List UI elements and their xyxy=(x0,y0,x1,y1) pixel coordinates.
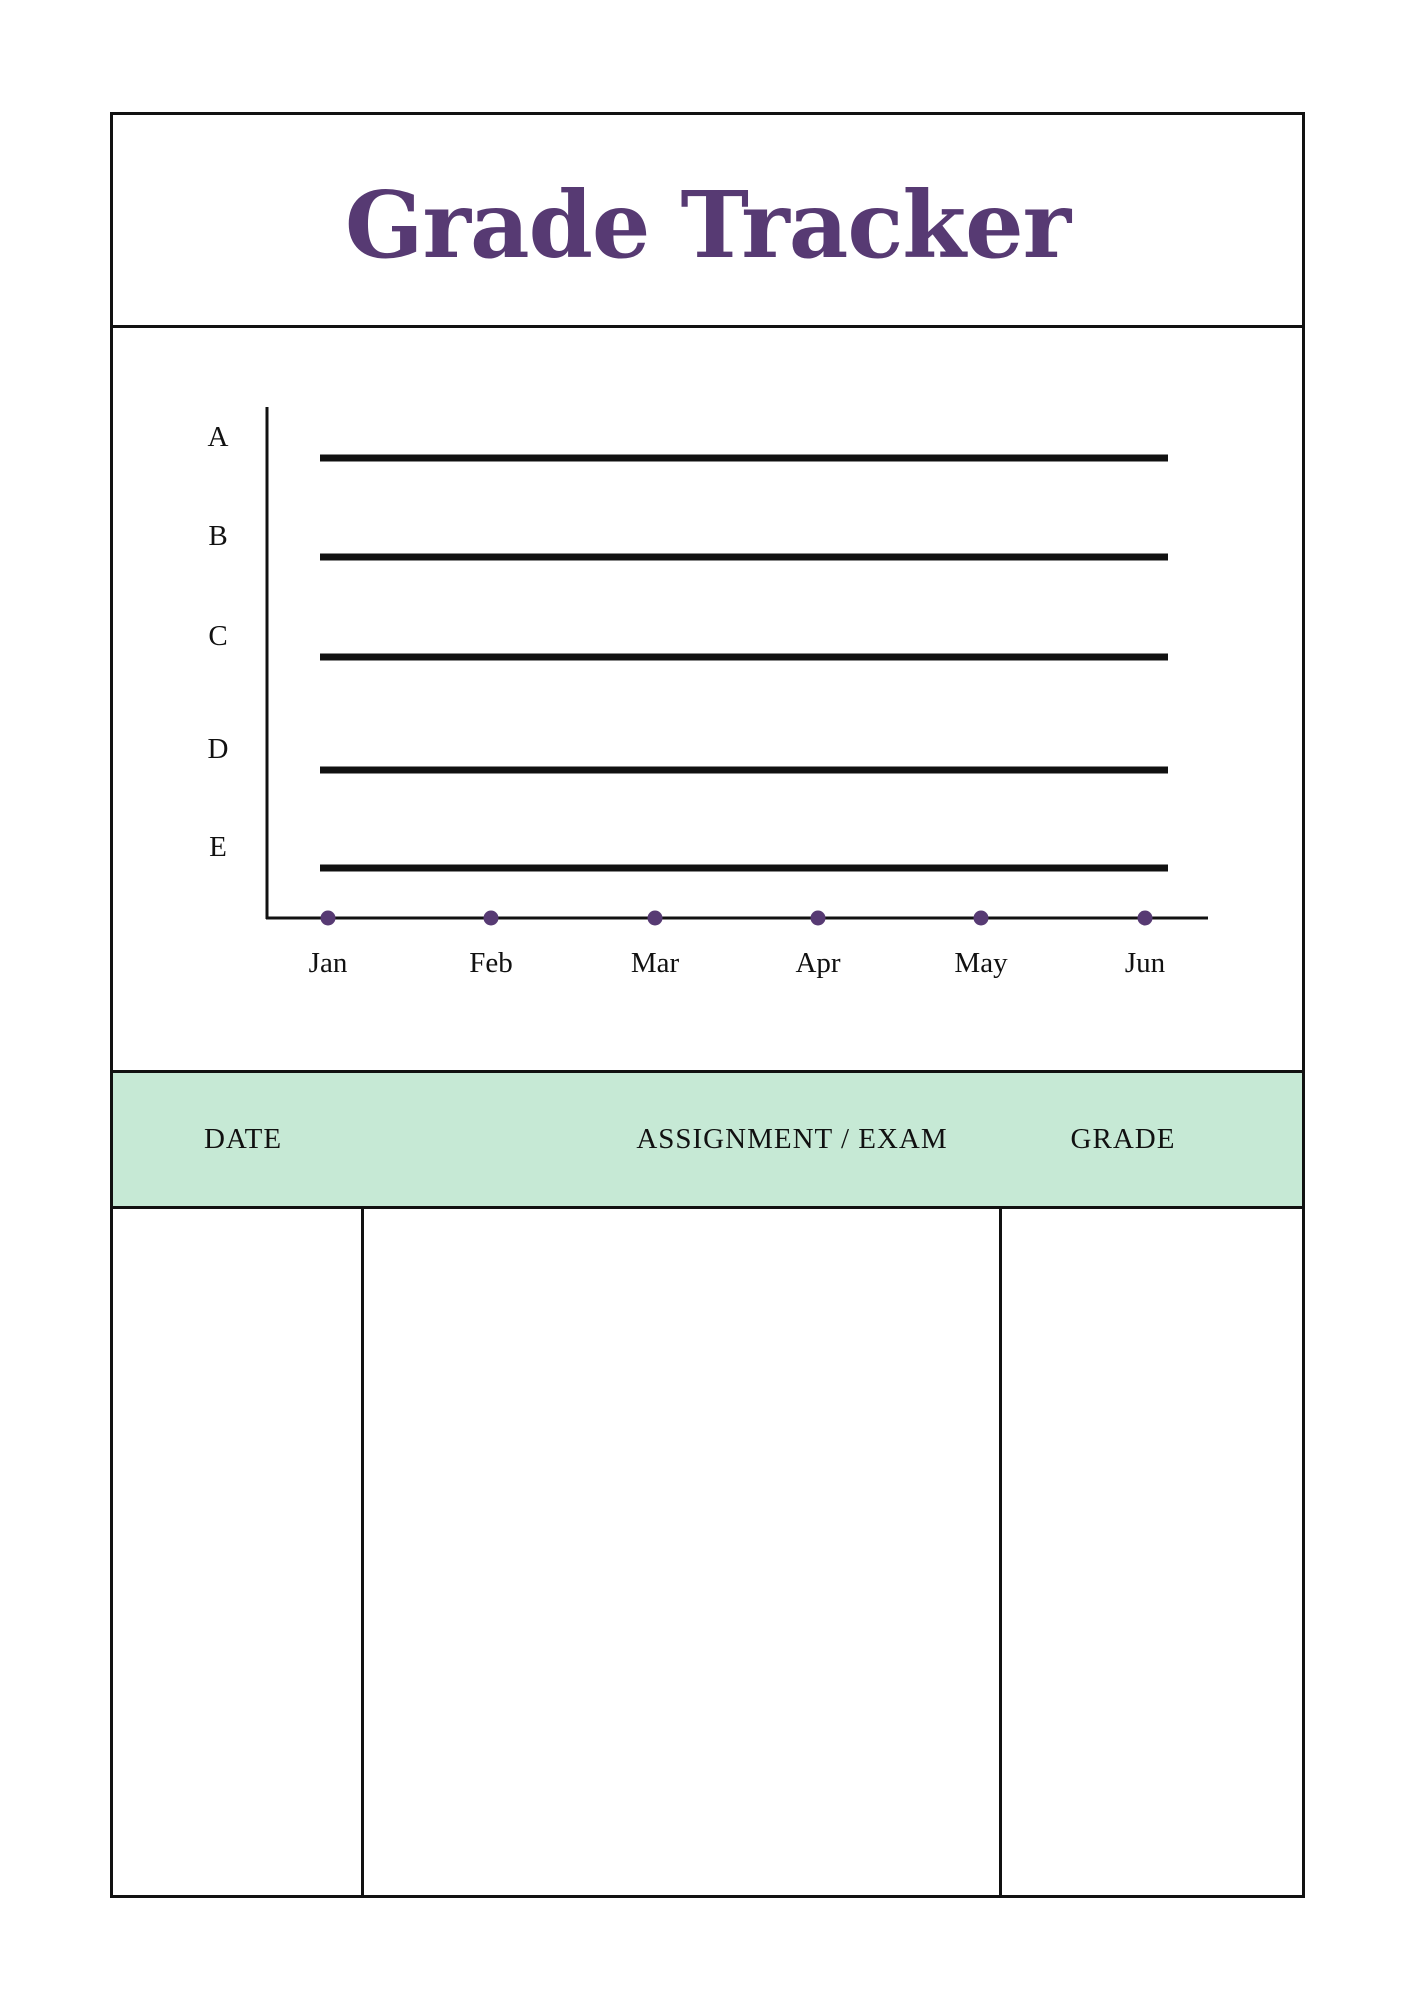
x-tick-label: Jun xyxy=(1124,947,1166,979)
grade-cell[interactable] xyxy=(1002,1209,1302,1898)
column-header-grade: GRADE xyxy=(1070,1123,1176,1155)
title-box xyxy=(113,115,1302,328)
assignment-cell[interactable] xyxy=(364,1209,999,1898)
x-tick-marker xyxy=(484,911,499,926)
x-tick-label: Mar xyxy=(630,947,680,979)
x-tick-marker xyxy=(811,911,826,926)
y-tick-label: D xyxy=(207,733,229,765)
page-title: Grade Tracker xyxy=(344,171,1071,279)
x-tick-marker xyxy=(648,911,663,926)
y-tick-label: E xyxy=(209,831,227,863)
column-header-date: DATE xyxy=(203,1123,283,1155)
y-tick-label: A xyxy=(207,421,229,453)
column-header-assignment: ASSIGNMENT / EXAM xyxy=(636,1123,948,1155)
x-tick-label: May xyxy=(954,947,1008,979)
x-tick-label: Apr xyxy=(795,947,841,979)
date-cell[interactable] xyxy=(113,1209,361,1898)
y-tick-label: B xyxy=(208,520,228,552)
x-tick-marker xyxy=(321,911,336,926)
y-tick-label: C xyxy=(208,620,228,652)
x-tick-label: Jan xyxy=(308,947,348,979)
x-tick-label: Feb xyxy=(469,947,513,979)
x-tick-marker xyxy=(1138,911,1153,926)
page-frame xyxy=(110,112,1305,1898)
x-tick-marker xyxy=(974,911,989,926)
table-header xyxy=(113,1070,1302,1209)
